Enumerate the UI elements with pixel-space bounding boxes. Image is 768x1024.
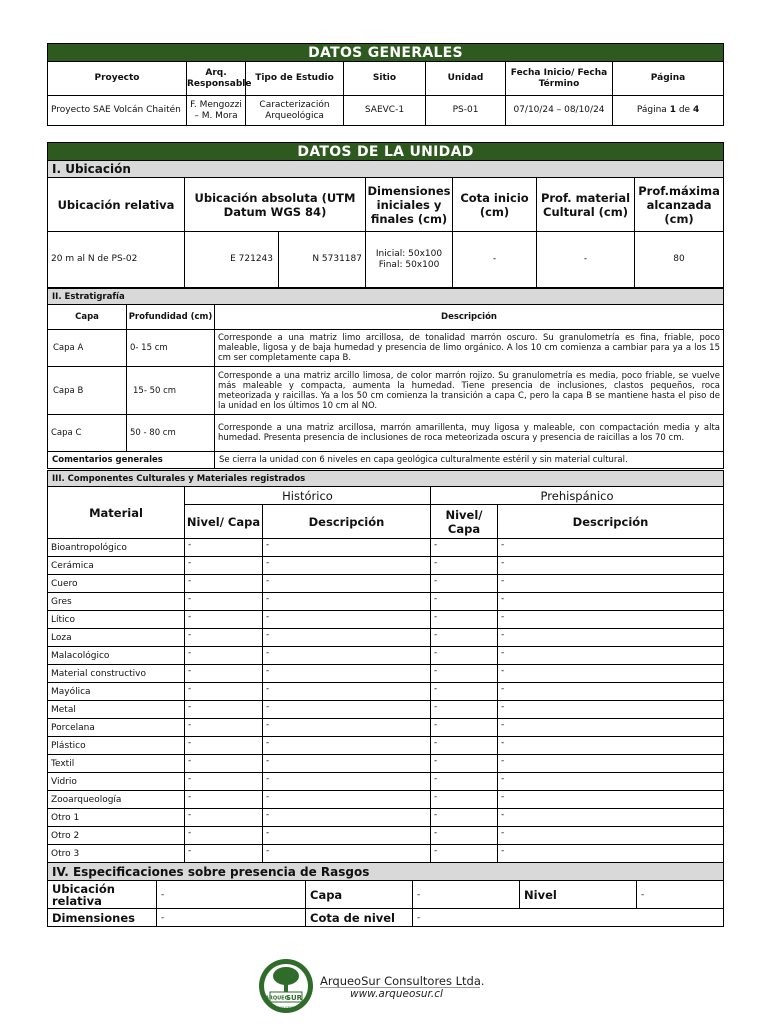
material-row [48,557,724,575]
section-componentes: III. Componentes Culturales y Materiales registrados [48,471,724,487]
material-name: Textil [48,755,185,773]
material-name: Vidrio [48,773,185,791]
section-estratigrafia: II. Estratigrafía [48,289,724,305]
value-ubicacion-relativa: 20 m al N de PS-02 [48,232,185,288]
logo-text-right: SUR [285,994,303,1002]
componentes-table [47,470,724,863]
pre-nivel-capa: - [431,575,498,593]
pre-nivel-capa: - [431,539,498,557]
comentarios-value: Se cierra la unidad con 6 niveles en capa geológica culturalmente estéril y sin material cultural. [215,452,724,469]
pre-descripcion: - [498,791,724,809]
pre-descripcion: - [498,647,724,665]
hist-descripcion: - [263,593,431,611]
rasgos-nivel-value: - [637,881,724,909]
hist-descripcion: - [263,683,431,701]
hist-nivel-capa: - [185,827,263,845]
pre-descripcion: - [498,593,724,611]
header-proyecto: Proyecto [48,62,187,96]
material-row [48,773,724,791]
material-name: Otro 2 [48,827,185,845]
value-responsable: F. Mengozzi – M. Mora [187,96,246,126]
value-proyecto: Proyecto SAE Volcán Chaitén [48,96,187,126]
material-name: Bioantropológico [48,539,185,557]
value-este: E 721243 [185,232,279,288]
header-material: Material [48,487,185,539]
header-tipo-estudio: Tipo de Estudio [246,62,344,96]
pagina-de: de [678,105,691,115]
header-descripcion: Descripción [215,305,724,330]
header-pagina: Página [613,62,724,96]
capa-b-label: Capa B [48,367,127,415]
pre-nivel-capa: - [431,809,498,827]
hist-nivel-capa: - [185,737,263,755]
material-name: Cerámica [48,557,185,575]
header-hist-nivel-capa: Nivel/ Capa [185,505,263,539]
rasgos-capa-label: Capa [306,881,413,909]
pre-descripcion: - [498,665,724,683]
pre-nivel-capa: - [431,629,498,647]
value-unidad: PS-01 [426,96,506,126]
material-name: Mayólica [48,683,185,701]
pre-descripcion: - [498,701,724,719]
hist-nivel-capa: - [185,647,263,665]
value-sitio: SAEVC-1 [344,96,426,126]
material-name: Otro 3 [48,845,185,863]
hist-descripcion: - [263,773,431,791]
material-row [48,611,724,629]
material-row [48,755,724,773]
material-name: Metal [48,701,185,719]
value-prof-maxima: 80 [635,232,724,288]
rasgos-cota-value: - [413,909,724,927]
hist-nivel-capa: - [185,683,263,701]
value-fechas: 07/10/24 – 08/10/24 [506,96,613,126]
material-name: Porcelana [48,719,185,737]
dim-final: Final: 50x100 [378,259,440,270]
hist-descripcion: - [263,719,431,737]
section-ubicacion: I. Ubicación [48,161,724,178]
hist-descripcion: - [263,557,431,575]
material-row [48,719,724,737]
hist-descripcion: - [263,665,431,683]
pre-descripcion: - [498,827,724,845]
header-capa: Capa [48,305,127,330]
header-cota-inicio: Cota inicio (cm) [453,178,537,232]
material-row [48,575,724,593]
material-row [48,647,724,665]
footer-website[interactable]: www.arqueosur.cl [350,988,443,1000]
pre-nivel-capa: - [431,701,498,719]
material-row [48,683,724,701]
footer [258,958,498,1008]
material-row [48,737,724,755]
hist-nivel-capa: - [185,845,263,863]
rasgos-nivel-label: Nivel [520,881,637,909]
pre-nivel-capa: - [431,755,498,773]
datos-generales-table [47,43,724,126]
material-name: Zooarqueología [48,791,185,809]
hist-descripcion: - [263,539,431,557]
hist-descripcion: - [263,827,431,845]
pre-descripcion: - [498,557,724,575]
hist-descripcion: - [263,701,431,719]
header-prof-maxima: Prof.máxima alcanzada (cm) [635,178,724,232]
header-unidad: Unidad [426,62,506,96]
header-pre-nivel-capa: Nivel/ Capa [431,505,498,539]
arqueosur-logo-icon [258,958,314,1014]
material-name: Gres [48,593,185,611]
datos-generales-title: DATOS GENERALES [48,44,724,62]
capa-b-desc: Corresponde a una matriz arcillo limosa, de color marrón rojizo. Su granulometría es media, poco friable, se vuelve más maleable y compacta, aumenta la humedad. Tiene presencia de inclusiones, clastos pequeños, roca meteorizada y raicillas. Ya a los 50 cm comienza la transición a capa C, pero la capa B se mantiene hasta el piso de la unidad en los últimos 10 cm al NO. [215,367,724,415]
material-row [48,593,724,611]
material-name: Material constructivo [48,665,185,683]
material-row [48,629,724,647]
pagina-total: 4 [692,105,700,115]
pre-nivel-capa: - [431,791,498,809]
dim-inicial: Inicial: 50x100 [375,248,443,259]
datos-unidad-title: DATOS DE LA UNIDAD [48,143,724,161]
material-name: Cuero [48,575,185,593]
value-dimensiones [366,232,453,288]
pre-descripcion: - [498,575,724,593]
hist-nivel-capa: - [185,701,263,719]
ubicacion-table [47,142,724,288]
pre-nivel-capa: - [431,647,498,665]
capa-a-label: Capa A [48,330,127,367]
pre-descripcion: - [498,539,724,557]
hist-descripcion: - [263,755,431,773]
rasgos-table [47,862,724,927]
rasgos-cota-label: Cota de nivel [306,909,413,927]
material-name: Lítico [48,611,185,629]
hist-nivel-capa: - [185,773,263,791]
material-name: Otro 1 [48,809,185,827]
header-ubicacion-relativa: Ubicación relativa [48,178,185,232]
hist-nivel-capa: - [185,629,263,647]
logo-text-bottom: CONSULTORES [273,1006,299,1010]
pre-descripcion: - [498,737,724,755]
rasgos-ubicacion-value: - [157,881,306,909]
material-row [48,791,724,809]
hist-nivel-capa: - [185,575,263,593]
pre-nivel-capa: - [431,773,498,791]
material-name: Malacológico [48,647,185,665]
value-norte: N 5731187 [279,232,366,288]
hist-nivel-capa: - [185,809,263,827]
hist-nivel-capa: - [185,557,263,575]
pre-nivel-capa: - [431,719,498,737]
hist-nivel-capa: - [185,611,263,629]
value-prof-material: - [537,232,635,288]
hist-descripcion: - [263,737,431,755]
estratigrafia-table [47,288,724,469]
material-row [48,539,724,557]
header-ubicacion-absoluta: Ubicación absoluta (UTM Datum WGS 84) [185,178,366,232]
hist-descripcion: - [263,845,431,863]
pre-descripcion: - [498,629,724,647]
header-pre-descripcion: Descripción [498,505,724,539]
value-tipo-estudio: Caracterización Arqueológica [246,96,344,126]
pre-descripcion: - [498,773,724,791]
capa-c-prof: 50 - 80 cm [127,415,215,452]
rasgos-dimensiones-value: - [157,909,306,927]
pre-nivel-capa: - [431,557,498,575]
capa-a-desc: Corresponde a una matriz limo arcillosa, de tonalidad marrón oscuro. Su granulometría es fina, friable, poco maleable, ligosa y de baja humedad y presencia de limo orgánico. A los 10 cm comienza a cambiar para ya a los 15 cm ser completamente capa B. [215,330,724,367]
value-cota-inicio: - [453,232,537,288]
pre-nivel-capa: - [431,683,498,701]
material-row [48,809,724,827]
material-name: Loza [48,629,185,647]
header-prehispanico: Prehispánico [431,487,724,505]
pre-descripcion: - [498,611,724,629]
pre-nivel-capa: - [431,593,498,611]
pre-descripcion: - [498,809,724,827]
pre-nivel-capa: - [431,665,498,683]
hist-descripcion: - [263,611,431,629]
pre-descripcion: - [498,683,724,701]
capa-c-desc: Corresponde a una matriz arcillosa, marrón amarillenta, muy ligosa y maleable, con compactación media y alta humedad. Presenta presencia de inclusiones de roca meteorizada oscura y presencia de raicillas a los 70 cm. [215,415,724,452]
hist-nivel-capa: - [185,665,263,683]
header-dimensiones: Dimensiones iniciales y finales (cm) [366,178,453,232]
hist-nivel-capa: - [185,719,263,737]
rasgos-capa-value: - [413,881,520,909]
rasgos-dimensiones-label: Dimensiones [48,909,157,927]
header-sitio: Sitio [344,62,426,96]
pre-nivel-capa: - [431,611,498,629]
header-responsable: Arq. Responsable [187,62,246,96]
header-hist-descripcion: Descripción [263,505,431,539]
material-row [48,701,724,719]
capa-b-prof: 15- 50 cm [127,367,215,415]
footer-company: ArqueoSur Consultores Ltda. [320,974,485,988]
pre-descripcion: - [498,719,724,737]
header-prof-material: Prof. material Cultural (cm) [537,178,635,232]
rasgos-ubicacion-label: Ubicación relativa [48,881,157,909]
logo-text-left: ARQUEO [265,995,289,1002]
header-profundidad: Profundidad (cm) [127,305,215,330]
pre-descripcion: - [498,845,724,863]
value-pagina [613,96,724,126]
hist-nivel-capa: - [185,755,263,773]
hist-descripcion: - [263,791,431,809]
header-fechas: Fecha Inicio/ Fecha Término [506,62,613,96]
hist-nivel-capa: - [185,593,263,611]
material-rows [48,539,724,863]
hist-nivel-capa: - [185,791,263,809]
pagina-prefix: Página [636,105,667,115]
comentarios-label: Comentarios generales [48,452,215,469]
hist-descripcion: - [263,629,431,647]
hist-descripcion: - [263,809,431,827]
capa-c-label: Capa C [48,415,127,452]
material-name: Plástico [48,737,185,755]
hist-descripcion: - [263,647,431,665]
header-historico: Histórico [185,487,431,505]
material-row [48,845,724,863]
pre-descripcion: - [498,755,724,773]
capa-a-prof: 0- 15 cm [127,330,215,367]
material-row [48,827,724,845]
pre-nivel-capa: - [431,827,498,845]
pagina-num: 1 [669,105,676,115]
section-rasgos: IV. Especificaciones sobre presencia de Rasgos [48,863,724,881]
pre-nivel-capa: - [431,737,498,755]
hist-descripcion: - [263,575,431,593]
pre-nivel-capa: - [431,845,498,863]
hist-nivel-capa: - [185,539,263,557]
material-row [48,665,724,683]
